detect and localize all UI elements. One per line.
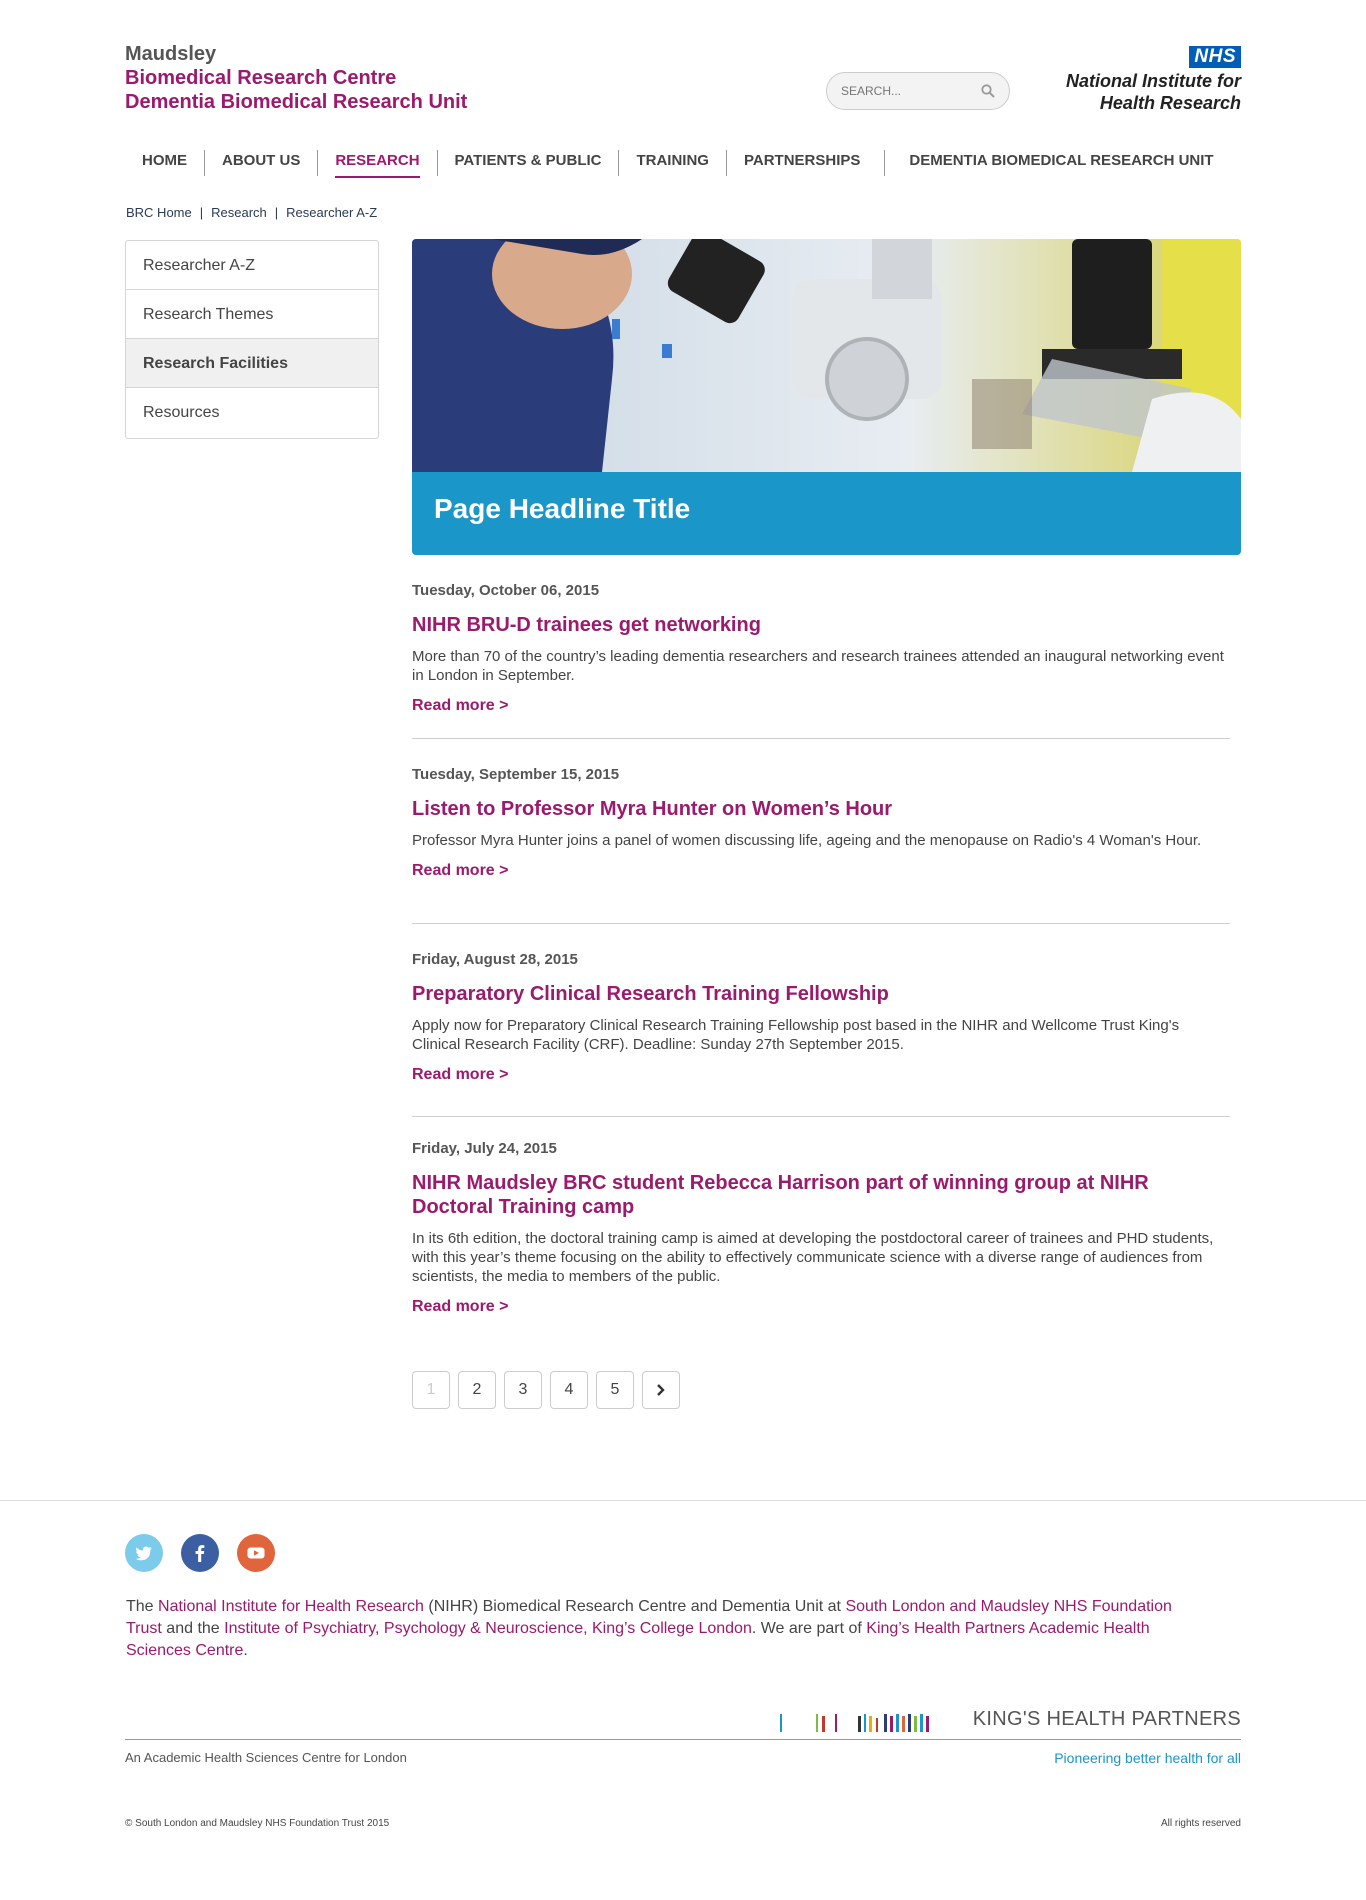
copyright: © South London and Maudsley NHS Foundation Trust 2015 — [125, 1818, 390, 1829]
news-description: Apply now for Preparatory Clinical Research Training Fellowship post based in the NIHR and Wellcome Trust King's Clinical Research Facility (CRF). Deadline: Sunday 27th September 2015. — [412, 1017, 1180, 1053]
nav-research[interactable]: RESEARCH — [318, 150, 437, 176]
social-links — [125, 1534, 275, 1572]
khp-figures-icon — [780, 1710, 970, 1734]
slam-link[interactable]: South London and Maudsley NHS Foundation Trust — [126, 1598, 1172, 1637]
ahsc-tagline: An Academic Health Sciences Centre for London — [125, 1750, 407, 1765]
news-title[interactable]: NIHR BRU-D trainees get networking — [412, 614, 761, 636]
khp-link[interactable]: King’s Health Partners Academic Health Sciences Centre — [126, 1620, 1150, 1659]
page-2-button[interactable]: 2 — [458, 1371, 496, 1409]
nhs-logo: NHS — [1189, 46, 1241, 68]
khp-logo[interactable] — [780, 1706, 1241, 1736]
page-4-button[interactable]: 4 — [550, 1371, 588, 1409]
sidebar-item-research-facilities[interactable]: Research Facilities — [126, 339, 378, 388]
nihr-link[interactable]: National Institute for Health Research — [158, 1598, 424, 1615]
search-input[interactable] — [841, 73, 981, 109]
breadcrumb-brc-home[interactable]: BRC Home — [126, 205, 192, 220]
site-brand[interactable] — [125, 42, 467, 114]
news-item — [412, 1140, 1230, 1316]
news-description: In its 6th edition, the doctoral training camp is aimed at developing the postdoctoral career of trainees and PHD students, with this year’s theme focusing on the ability to effectively communicate science with a diverse range of audiences from scientists, the media to members of the public. — [412, 1230, 1214, 1285]
read-more-link[interactable]: Read more > — [412, 1066, 509, 1083]
brand-line-1: Maudsley — [125, 43, 217, 65]
about-text: (NIHR) Biomedical Research Centre and Dementia Unit at — [423, 1598, 846, 1615]
khp-name: KING'S HEALTH PARTNERS — [972, 1708, 1241, 1730]
breadcrumb-research[interactable]: Research — [211, 205, 267, 220]
page-3-button[interactable]: 3 — [504, 1371, 542, 1409]
breadcrumb-separator: | — [274, 205, 279, 220]
nav-patients-public[interactable]: PATIENTS & PUBLIC — [438, 150, 620, 176]
news-date: Friday, August 28, 2015 — [412, 951, 578, 968]
page-title: Page Headline Title — [434, 493, 691, 524]
news-item — [412, 766, 1230, 880]
nav-home[interactable]: HOME — [125, 150, 205, 176]
main-nav — [125, 150, 1231, 176]
news-date: Tuesday, September 15, 2015 — [412, 766, 620, 783]
twitter-link[interactable] — [125, 1534, 163, 1572]
sidebar-item-research-themes[interactable]: Research Themes — [126, 290, 378, 339]
nihr-logo[interactable] — [1046, 46, 1241, 114]
all-rights-reserved: All rights reserved — [1160, 1818, 1241, 1829]
breadcrumb-researcher-az[interactable]: Researcher A-Z — [286, 205, 378, 220]
about-text: and the — [161, 1620, 225, 1637]
search-box — [826, 72, 1010, 110]
footer-about — [126, 1596, 1206, 1662]
sidebar-menu — [125, 240, 379, 439]
chevron-right-icon — [655, 1384, 667, 1396]
news-divider — [412, 1116, 1230, 1117]
search-icon[interactable] — [981, 84, 995, 98]
footer-divider — [0, 1500, 1366, 1501]
nav-dementia-bru[interactable]: DEMENTIA BIOMEDICAL RESEARCH UNIT — [909, 152, 1214, 169]
khp-divider — [125, 1739, 1241, 1740]
breadcrumb — [126, 205, 377, 220]
news-description: More than 70 of the country’s leading dementia researchers and research trainees attended an inaugural networking event in London in September. — [412, 648, 1224, 684]
news-title[interactable]: NIHR Maudsley BRC student Rebecca Harrison part of winning group at NIHR Doctoral Training camp — [412, 1172, 1149, 1218]
hero-banner — [412, 239, 1241, 555]
pagination — [412, 1371, 680, 1409]
news-date: Friday, July 24, 2015 — [412, 1140, 557, 1157]
ioppn-link[interactable]: Institute of Psychiatry, Psychology & Neuroscience, King’s College London — [224, 1620, 752, 1637]
page-5-button[interactable]: 5 — [596, 1371, 634, 1409]
facebook-icon — [190, 1543, 210, 1563]
news-title[interactable]: Listen to Professor Myra Hunter on Women’s Hour — [412, 798, 893, 820]
facebook-link[interactable] — [181, 1534, 219, 1572]
hero-image — [412, 239, 1241, 472]
news-item — [412, 582, 1230, 715]
news-date: Tuesday, October 06, 2015 — [412, 582, 600, 599]
nihr-line-2: Health Research — [1099, 93, 1241, 113]
youtube-icon — [246, 1543, 266, 1563]
news-divider — [412, 738, 1230, 739]
nihr-line-1: National Institute for — [1066, 71, 1241, 91]
khp-tagline: Pioneering better health for all — [1054, 1750, 1241, 1766]
read-more-link[interactable]: Read more > — [412, 697, 509, 714]
about-text: The — [126, 1598, 159, 1615]
news-title[interactable]: Preparatory Clinical Research Training Fellowship — [412, 983, 889, 1005]
breadcrumb-separator: | — [199, 205, 204, 220]
twitter-icon — [134, 1543, 154, 1563]
read-more-link[interactable]: Read more > — [412, 1298, 509, 1315]
about-text: . — [243, 1642, 248, 1659]
news-divider — [412, 923, 1230, 924]
sidebar-item-researcher-az[interactable]: Researcher A-Z — [126, 241, 378, 290]
youtube-link[interactable] — [237, 1534, 275, 1572]
sidebar-item-resources[interactable]: Resources — [143, 404, 220, 421]
brand-line-3: Dementia Biomedical Research Unit — [125, 91, 468, 113]
next-page-button[interactable] — [642, 1371, 680, 1409]
page-1-button[interactable]: 1 — [412, 1371, 450, 1409]
nav-about-us[interactable]: ABOUT US — [205, 150, 318, 176]
nav-partnerships[interactable]: PARTNERSHIPS — [727, 150, 885, 176]
nav-training[interactable]: TRAINING — [619, 150, 727, 176]
read-more-link[interactable]: Read more > — [412, 862, 509, 879]
brand-line-2: Biomedical Research Centre — [125, 67, 397, 89]
news-description: Professor Myra Hunter joins a panel of women discussing life, ageing and the menopause on Radio's 4 Woman's Hour. — [412, 832, 1202, 849]
news-item — [412, 951, 1230, 1084]
about-text: . We are part of — [751, 1620, 867, 1637]
